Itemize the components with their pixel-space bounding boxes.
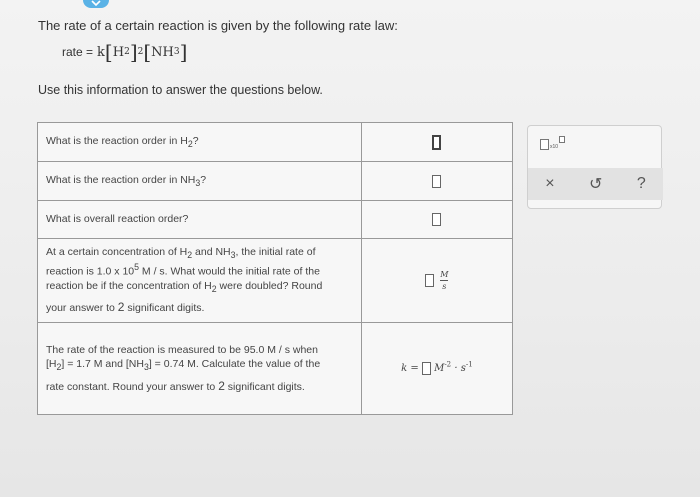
subscript: 3 — [195, 177, 201, 188]
question-text: your answer to — [46, 302, 118, 315]
superscript: 5 — [134, 261, 140, 272]
h2-subscript: 2 — [124, 47, 130, 57]
table-row — [38, 239, 513, 323]
scientific-notation-button[interactable] — [540, 139, 565, 150]
k-label: k = — [401, 363, 422, 375]
questions-table — [37, 122, 513, 415]
question-text: At a certain concentration of H — [46, 246, 188, 258]
question-text: significant digits. — [124, 302, 205, 315]
question-text: were doubled? Round — [216, 279, 323, 292]
question-text: What is the reaction order in NH — [46, 173, 196, 186]
subscript: 2 — [211, 283, 217, 294]
k-unit-exponent: -1 — [465, 361, 473, 369]
question-cell — [38, 123, 362, 162]
question-text: and NH — [192, 246, 231, 258]
subscript: 3 — [143, 361, 149, 372]
question-text: reaction is 1.0 x 10 — [46, 265, 135, 278]
unit-denominator: s — [442, 281, 447, 291]
answer-input-nh3-order[interactable] — [432, 175, 441, 188]
question-tail: ? — [192, 134, 199, 147]
question-text: rate constant. Round your answer to — [46, 380, 219, 393]
question-cell — [38, 322, 362, 414]
table-row — [38, 201, 513, 239]
mantissa-box-icon — [540, 139, 549, 150]
answer-input-h2-order[interactable] — [432, 135, 441, 150]
question-cell — [38, 239, 362, 323]
rate-law — [62, 42, 187, 62]
question-text: reaction be if the concentration of H — [46, 279, 212, 292]
unit-fraction — [440, 270, 448, 291]
toolbox-actions — [528, 168, 663, 200]
rate-law-expression: k [ H 2 ] 2 [ NH 3 ] — [97, 40, 188, 64]
sig-digits-number: 2 — [218, 378, 225, 393]
subscript: 2 — [187, 138, 193, 149]
chevron-down-icon — [91, 0, 101, 7]
exponent-box-icon — [559, 136, 565, 143]
intro-text: The rate of a certain reaction is given by the following rate law: — [38, 18, 398, 33]
table-row — [38, 162, 513, 201]
question-text: What is the reaction order in H — [46, 134, 188, 147]
question-text: , the initial rate of — [235, 246, 316, 258]
answer-cell — [361, 239, 512, 323]
question-text: ] = 1.7 M and [NH — [61, 357, 144, 370]
answer-toolbox — [527, 125, 662, 209]
question-text: ] = 0.74 M. Calculate the value of the — [148, 357, 321, 370]
table-row — [38, 322, 513, 414]
rate-constant-k: k — [97, 44, 105, 60]
answer-input-overall-order[interactable] — [432, 213, 441, 226]
rate-constant-expression — [401, 363, 473, 374]
question-text: What is overall reaction order? — [46, 213, 189, 226]
subscript: 2 — [56, 361, 62, 372]
k-unit-dot: · — [451, 363, 461, 375]
k-unit-m: M — [434, 363, 445, 375]
sig-digits-number: 2 — [117, 300, 125, 315]
k-unit-s: s — [460, 363, 466, 375]
question-text: The rate of the reaction is measured to be 95.0 M / s when — [46, 343, 318, 356]
nh3-symbol: NH — [151, 44, 174, 60]
nh3-subscript: 3 — [173, 47, 180, 57]
subscript: 3 — [230, 250, 236, 261]
x10-label: x10 — [550, 144, 559, 150]
collapse-tab[interactable] — [83, 0, 109, 8]
k-unit-exponent: -2 — [444, 361, 452, 369]
h2-exponent: 2 — [137, 47, 144, 57]
answer-input-rate-constant[interactable] — [422, 362, 431, 375]
unit-numerator: M — [440, 269, 449, 279]
answer-cell — [361, 322, 512, 414]
question-cell — [38, 201, 362, 239]
h2-symbol: H — [112, 44, 125, 60]
answer-cell — [361, 201, 512, 239]
answer-input-new-rate[interactable] — [425, 274, 434, 287]
rate-label: rate = — [62, 45, 94, 59]
question-cell — [38, 162, 362, 201]
clear-button[interactable]: × — [545, 175, 555, 192]
subscript: 2 — [187, 250, 193, 261]
question-text: M / s. What would the initial rate of the — [139, 265, 320, 278]
question-text: [H — [46, 357, 57, 370]
instruction-text: Use this information to answer the questions below. — [38, 83, 323, 97]
help-button[interactable]: ? — [636, 175, 646, 192]
undo-button[interactable]: ↺ — [589, 176, 603, 193]
question-tail: ? — [200, 173, 207, 186]
answer-cell — [361, 123, 512, 162]
answer-cell — [361, 162, 512, 201]
table-row — [38, 123, 513, 162]
question-text: significant digits. — [224, 380, 305, 393]
